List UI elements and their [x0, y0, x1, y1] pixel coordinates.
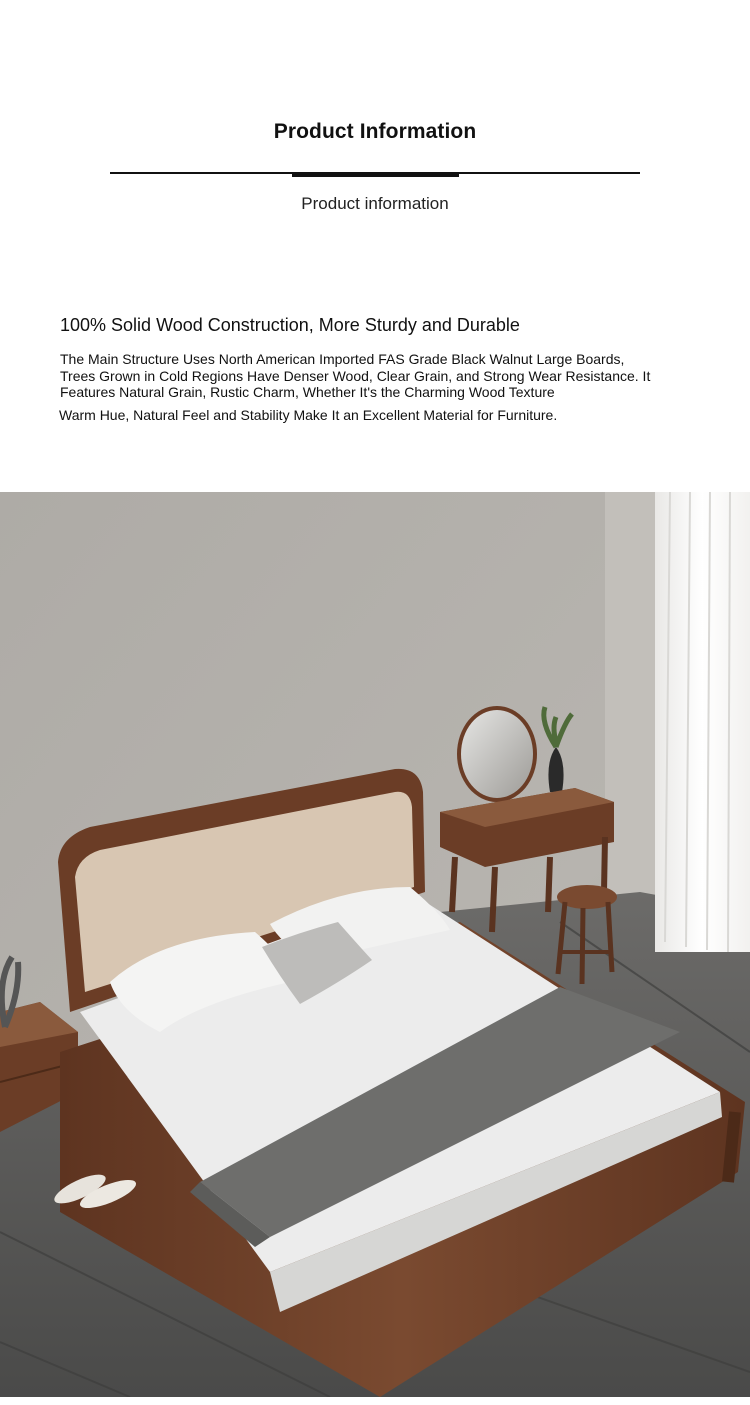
- title-divider-accent: [292, 173, 459, 177]
- section-header: [0, 0, 750, 260]
- mirror: [461, 710, 533, 798]
- description-line: The Main Structure Uses North American Imported FAS Grade Black Walnut Large Boards,: [60, 351, 625, 367]
- product-photo: [0, 492, 750, 1397]
- description-line: Features Natural Grain, Rustic Charm, Whether It's the Charming Wood Texture: [60, 384, 555, 400]
- feature-description: [60, 351, 700, 401]
- description-line: Trees Grown in Cold Regions Have Denser Wood, Clear Grain, and Strong Wear Resistance. It: [60, 367, 651, 384]
- bed-leg: [728, 1112, 735, 1182]
- bedroom-scene-image: [0, 492, 750, 1397]
- feature-heading: 100% Solid Wood Construction, More Sturdy and Durable: [60, 315, 520, 335]
- page-title: Product Information: [273, 120, 477, 143]
- page-subtitle: Product information: [301, 194, 449, 213]
- description-extra-line: Warm Hue, Natural Feel and Stability Make It an Excellent Material for Furniture.: [59, 407, 558, 423]
